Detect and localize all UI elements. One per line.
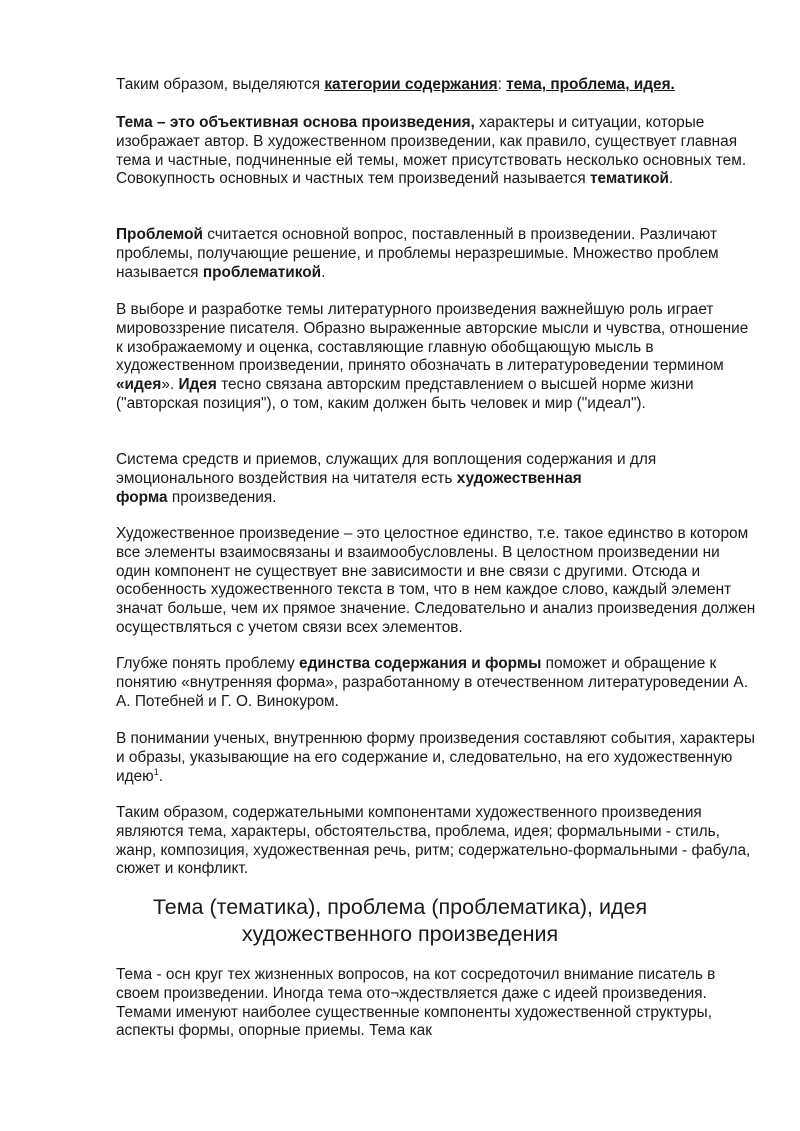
term-artistic: художественная bbox=[456, 469, 582, 487]
term-form: форма bbox=[116, 488, 168, 506]
paragraph-topic: Тема – это объективная основа произведения, характеры и ситуации, которые изображает автор. В художественном произведении, как правило, существует главная тема и частные, подчиненные ей темы, может присутствовать несколько основных тем. Совокупность основных и частных тем произведений называется тематикой. bbox=[116, 114, 747, 188]
paragraph-integrity: Художественное произведение – это целостное единство, т.е. такое единство в котором все элементы взаимосвязаны и взаимообусловлены. В целостном произведении ни один компонент не существует вне зависимости и вне связи с другими. Отсюда и особенность художественного текста в том, что в нем каждое слово, каждый элемент значат больше, чем их прямое значение. Следовательно и анализ произведения должен осуществляться с учетом связи всех элементов. bbox=[116, 525, 756, 636]
term-problematics: проблематикой bbox=[202, 263, 322, 281]
section-heading-line2: художественного произведения bbox=[241, 922, 559, 946]
term-problem: Проблемой bbox=[116, 226, 203, 243]
term-thematics: тематикой bbox=[589, 170, 669, 188]
term-idea: Идея bbox=[178, 376, 217, 394]
term-idea-quoted: «идея bbox=[116, 376, 162, 394]
paragraph-artistic-form: Система средств и приемов, служащих для воплощения содержания и для эмоционального воздействия на читателя есть художественная форма произведения. bbox=[116, 451, 657, 506]
term-unity-content-form: единства содержания и формы bbox=[299, 655, 542, 672]
section-heading bbox=[100, 894, 700, 948]
section-heading-line1: Тема (тематика), проблема (проблематика), идея bbox=[152, 895, 648, 919]
term-content-categories: категории содержания bbox=[324, 76, 498, 93]
paragraph-idea: В выборе и разработке темы литературного произведения важнейшую роль играет мировоззрение писателя. Образно выраженные авторские мысли и чувства, отношение к изображаемому и оценка, составляющие главную обобщающую мысль в художественном произведении, принято обозначать в литературоведении термином «идея». Идея тесно связана авторским представлением о высшей норме жизни ("авторская позиция"), о том, каким должен быть человек и мир ("идеал"). bbox=[116, 301, 749, 412]
footnote-marker: 1 bbox=[153, 766, 159, 777]
term-topic-definition: Тема – это объективная основа произведения, bbox=[116, 114, 475, 131]
paragraph-scholars: В понимании ученых, внутреннюю форму произведения составляют события, характеры и образы, указывающие на его содержание и, следовательно, на его художественную идею$^1$. bbox=[116, 730, 755, 785]
paragraph-components: Таким образом, содержательными компонентами художественного произведения являются тема, характеры, обстоятельства, проблема, идея; формальными - стиль, жанр, композиция, художественная речь, ритм; содержательно-формальными - фабула, сюжет и конфликт. bbox=[116, 804, 751, 878]
paragraph-categories: Таким образом, выделяются категории содержания: тема, проблема, идея. bbox=[116, 76, 675, 93]
paragraph-topic-definition: Тема - осн круг тех жизненных вопросов, на кот сосредоточил внимание писатель в своем произведении. Иногда тема ото¬ждествляется даже с идеей произведения. Темами именуют наиболее существенные компоненты художественной структуры, аспекты формы, опорные приемы. Тема как bbox=[116, 966, 716, 1040]
paragraph-inner-form: Глубже понять проблему единства содержания и формы поможет и обращение к понятию «внутренняя форма», разработанному в отечественном литературоведении А. А. Потебней и Г. О. Винокуром. bbox=[116, 655, 748, 710]
paragraph-problem: Проблемой считается основной вопрос, поставленный в произведении. Различают проблемы, получающие решение, и проблемы неразрешимые. Множество проблем называется проблематикой. bbox=[116, 226, 719, 281]
term-topic-problem-idea: тема, проблема, идея. bbox=[506, 76, 675, 93]
